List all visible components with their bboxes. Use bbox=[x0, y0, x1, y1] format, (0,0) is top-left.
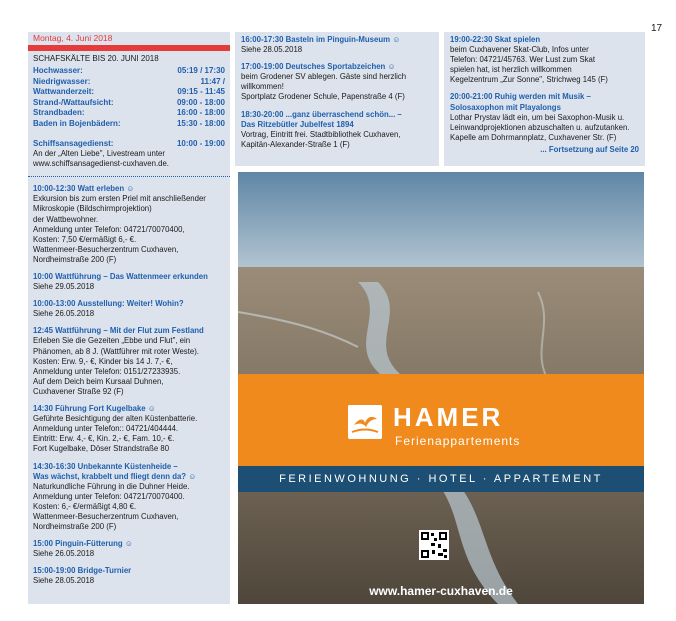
event-title: 14:30 Führung Fort Kugelbake ☺ bbox=[33, 404, 156, 414]
tide-table bbox=[33, 66, 225, 130]
event-title: 14:30-16:30 Unbekannte Küstenheide – Was wächst, krabbelt und fliegt denn da? ☺ bbox=[33, 461, 197, 481]
event-item bbox=[33, 299, 225, 319]
tagline: FERIENWOHNUNG · HOTEL · APPARTEMENT bbox=[279, 473, 603, 485]
tide-row: Strandbaden: 16:00 - 18:00 bbox=[33, 108, 225, 118]
event-body: Geführte Besichtigung der alten Küstenbatterie. Anmeldung unter Telefon:: 04721/404444. Eintritt: Erw. 4,- €, Kin. 2,- €, Fam. 10,- €. Fort Kugelbake, Döser Strandstraße 80 bbox=[33, 414, 198, 454]
event-body: beim Grodener SV ablegen. Gäste sind herzlich willkommen! Sportplatz Grodener Schule, Papenstraße 4 (F) bbox=[241, 72, 407, 102]
section-divider bbox=[28, 176, 230, 177]
safety-label: Schiffsansagedienst: bbox=[33, 138, 114, 148]
event-title: 15:00 Pinguin-Fütterung ☺ bbox=[33, 539, 133, 549]
event-column-1 bbox=[28, 32, 230, 604]
event-body: Exkursion bis zum ersten Priel mit anschließender Mikroskopie (Bildschirmprojektion) der Wattbewohner. Anmeldung unter Telefon: 04721/70070400, Kosten: 7,50 €/ermäßigt 6,- €. Wattenmeer-Besucherzentrum Cuxhaven, Nordheimstraße 200 (F) bbox=[33, 194, 206, 264]
safety-time: 10:00 - 19:00 bbox=[176, 138, 225, 148]
event-title: 10:00-13:00 Ausstellung: Weiter! Wohin? bbox=[33, 299, 184, 309]
tide-row: Niedrigwasser: 11:47 / bbox=[33, 76, 225, 86]
event-title: 18:30-20:00 ...ganz überraschend schön... – Das Ritzebütler Jubelfest 1894 bbox=[241, 109, 402, 129]
event-title: 20:00-21:00 Ruhig werden mit Musik – Solosaxophon mit Playalongs bbox=[450, 92, 591, 112]
qr-code-icon[interactable] bbox=[419, 530, 449, 560]
event-body: Siehe 26.05.2018 bbox=[33, 309, 95, 319]
event-body: Vortrag, Eintritt frei. Stadtbibliothek Cuxhaven, Kapitän-Alexander-Straße 1 (F) bbox=[241, 129, 401, 149]
event-body: beim Cuxhavener Skat-Club, Infos unter Telefon: 04721/45763. Wer Lust zum Skat spielen hat, ist herzlich willkommen Kegelzentrum „Zur Sonne", Strichweg 145 (F) bbox=[450, 45, 608, 85]
event-body: Naturkundliche Führung in die Duhner Heide. Anmeldung unter Telefon: 04721/70070400. Kosten: 6,- €/ermäßigt 4,80 €. Wattenmeer-Besucherzentrum Cuxhaven, Nordheimstraße 200 (F) bbox=[33, 481, 190, 532]
event-item bbox=[241, 35, 433, 55]
event-title: 17:00-19:00 Deutsches Sportabzeichen ☺ bbox=[241, 62, 396, 72]
event-column-2 bbox=[235, 32, 439, 166]
event-column-3 bbox=[444, 32, 645, 166]
event-item bbox=[33, 272, 225, 292]
tide-row: Hochwasser: 05:19 / 17:30 bbox=[33, 66, 225, 75]
tide-row: Baden in Bojenbädern: 15:30 - 18:00 bbox=[33, 118, 225, 128]
event-item bbox=[450, 92, 639, 142]
event-body: Siehe 29.05.2018 bbox=[33, 282, 95, 292]
event-item bbox=[33, 462, 225, 533]
event-body: Lothar Prystav lädt ein, um bei Saxophon-Musik u. Leinwandprojektionen abzuschalten u. aufzutanken. Kapelle am Dohrmannplatz, Cuxhavener Str. (F) bbox=[450, 112, 630, 142]
schafskaelte-notice: SCHAFSKÄLTE BIS 20. JUNI 2018 bbox=[33, 54, 159, 63]
event-body: Siehe 28.05.2018 bbox=[241, 45, 303, 55]
event-body: Siehe 26.05.2018 bbox=[33, 549, 95, 559]
event-item bbox=[450, 35, 639, 85]
date-divider bbox=[28, 45, 230, 51]
tide-row: Strand-/Wattaufsicht: 09:00 - 18:00 bbox=[33, 97, 225, 107]
safety-announcement bbox=[33, 139, 225, 170]
event-title: 12:45 Wattführung – Mit der Flut zum Festland bbox=[33, 326, 204, 336]
event-title: 16:00-17:30 Basteln im Pinguin-Museum ☺ bbox=[241, 35, 401, 44]
event-title: 19:00-22:30 Skat spielen bbox=[450, 35, 541, 44]
page-number: 17 bbox=[651, 23, 663, 34]
safety-body: An der „Alten Liebe", Livestream unter www.schiffsansagedienst-cuxhaven.de. bbox=[33, 149, 169, 169]
bird-logo-icon bbox=[348, 405, 382, 439]
event-item bbox=[33, 539, 225, 559]
event-item bbox=[33, 404, 225, 454]
hamer-advertisement bbox=[238, 172, 644, 604]
event-title: 15:00-19:00 Bridge-Turnier bbox=[33, 566, 132, 576]
continued-link[interactable]: ... Fortsetzung auf Seite 20 bbox=[540, 144, 639, 154]
event-item bbox=[33, 326, 225, 397]
event-body: Erleben Sie die Gezeiten „Ebbe und Flut", ein Phänomen, ab 8 J. (Wattführer mit roter Weste). Kosten: Erw. 9,- €, Kinder bis 14 J. 7,- €, Anmeldung unter Telefon: 0151/27233935. Auf dem Deich beim Kursaal Duhnen, Cuxhavener Straße 92 (F) bbox=[33, 336, 199, 396]
event-body: Siehe 28.05.2018 bbox=[33, 576, 95, 586]
event-item bbox=[241, 62, 433, 102]
tide-row: Wattwanderzeit: 09:15 - 11:45 bbox=[33, 87, 225, 97]
event-item bbox=[33, 184, 225, 265]
brand-subtitle: Ferienappartements bbox=[395, 434, 521, 448]
event-item bbox=[33, 566, 225, 586]
event-title: 10:00 Wattführung – Das Wattenmeer erkunden bbox=[33, 272, 208, 281]
date-heading: Montag, 4. Juni 2018 bbox=[33, 33, 113, 43]
brand-name: HAMER bbox=[393, 402, 504, 432]
website-link[interactable]: www.hamer-cuxhaven.de bbox=[369, 584, 513, 598]
event-title: 10:00-12:30 Watt erleben ☺ bbox=[33, 184, 135, 194]
event-item bbox=[241, 110, 433, 150]
